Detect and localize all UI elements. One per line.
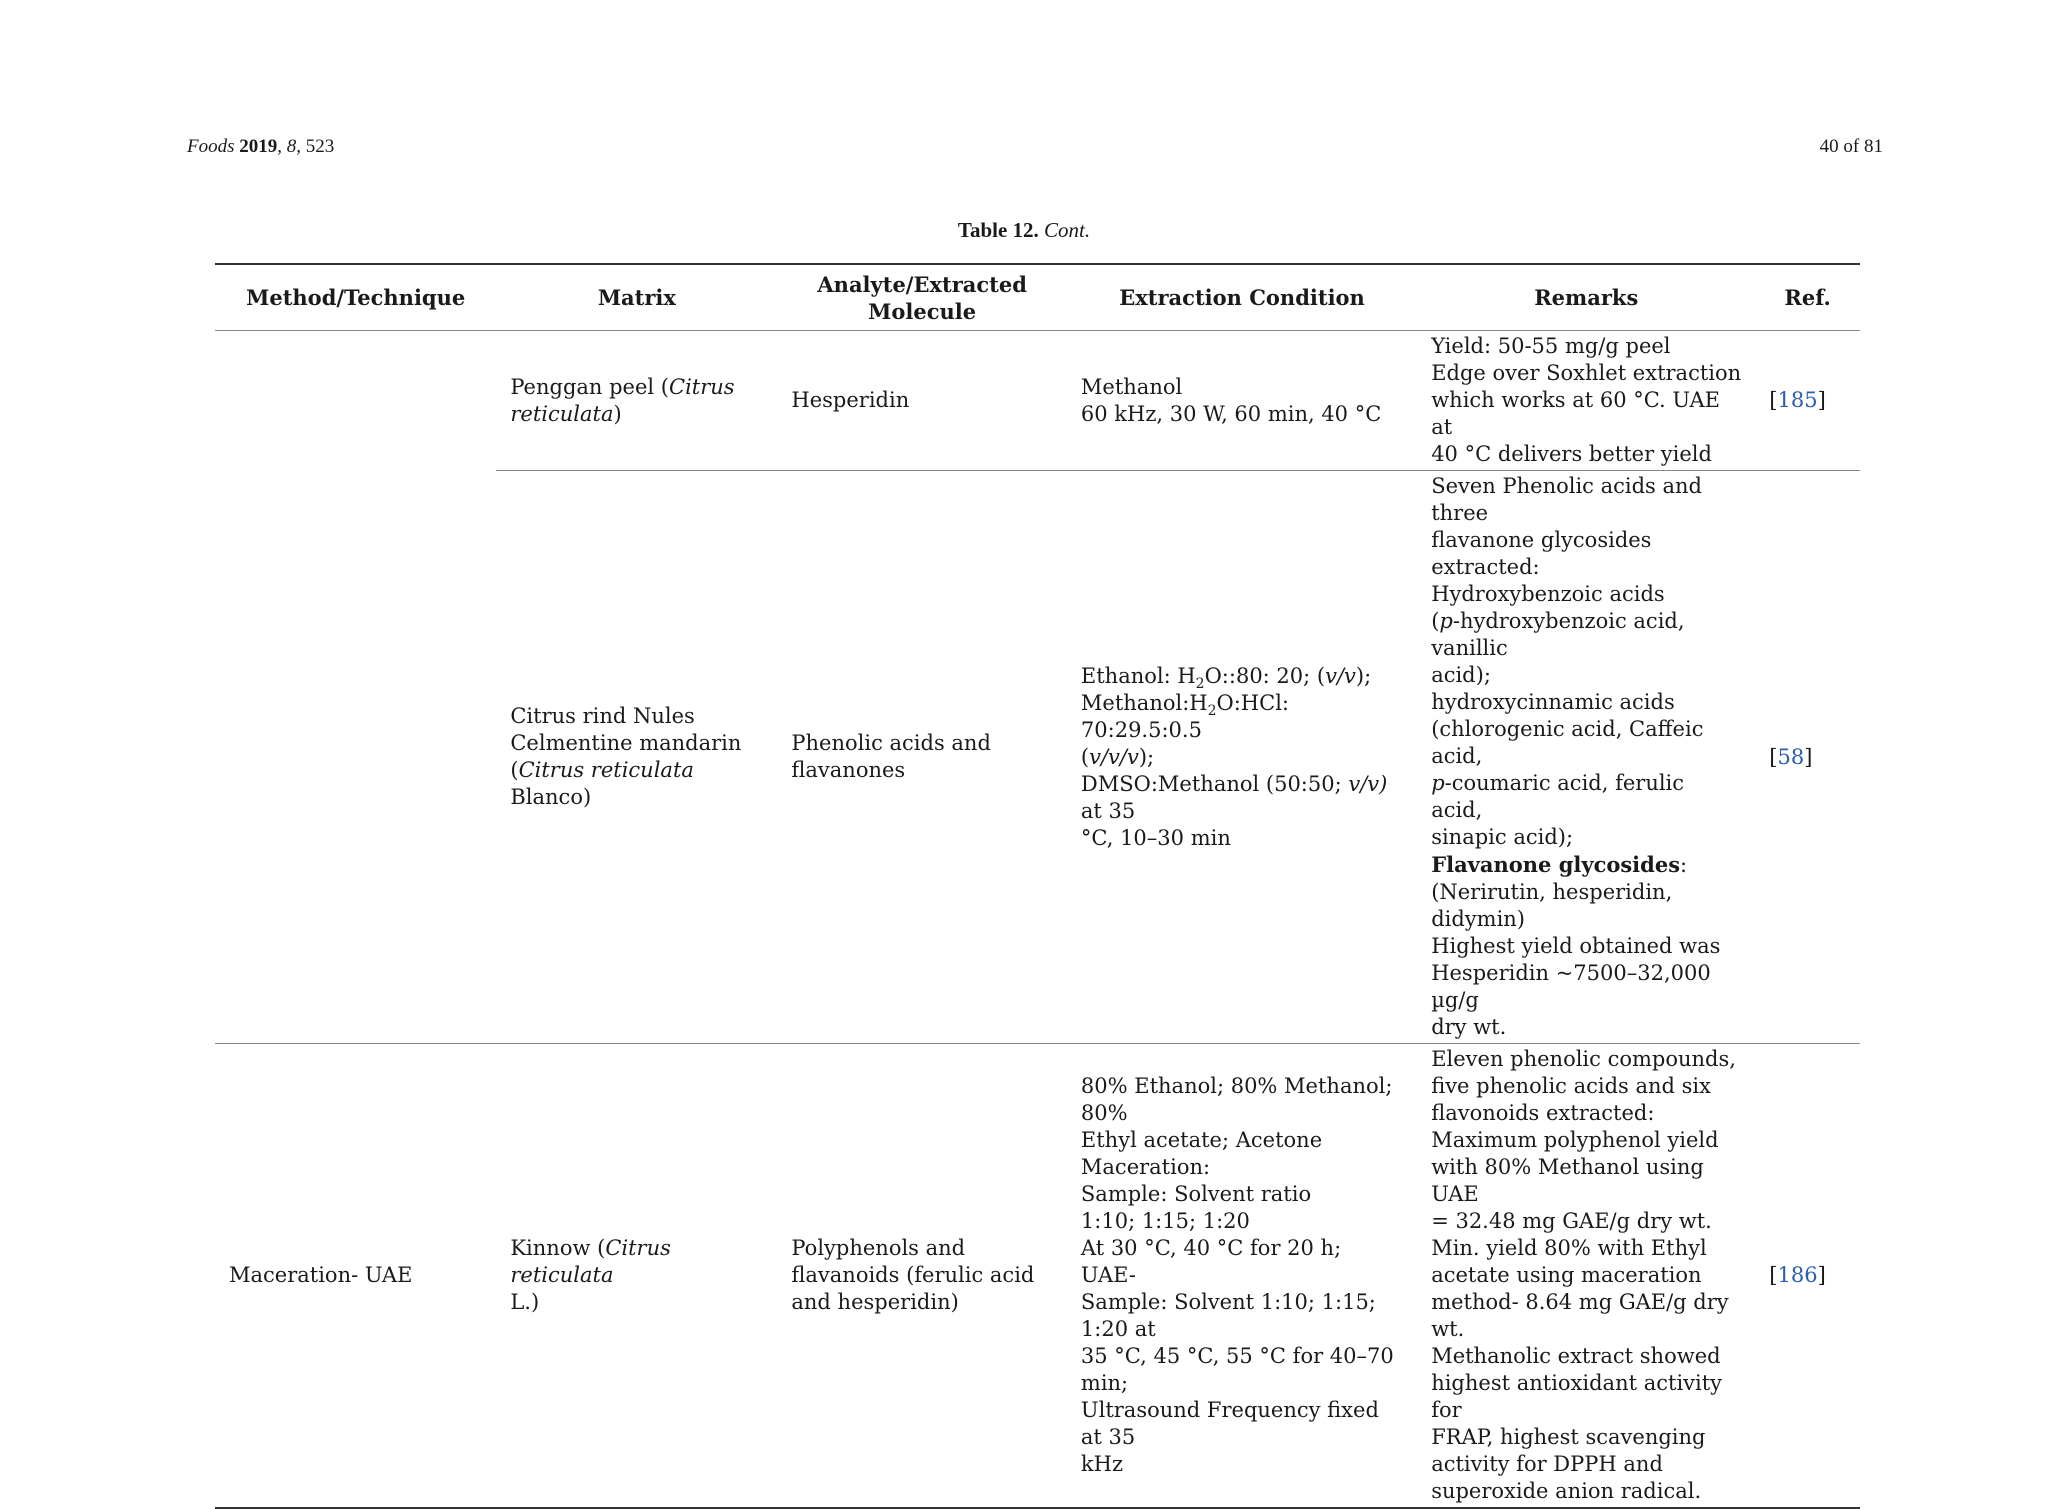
- cell-remarks: Yield: 50-55 mg/g peel Edge over Soxhlet extraction which works at 60 °C. UAE at 40 °C delivers better yield: [1431, 334, 1742, 466]
- ref-link[interactable]: 186: [1777, 1263, 1818, 1287]
- cell-analyte: Hesperidin: [791, 388, 910, 412]
- header-matrix: Matrix: [496, 264, 777, 331]
- ref-link[interactable]: 58: [1777, 744, 1805, 769]
- cell-matrix: Citrus rind Nules Celmentine mandarin (Citrus reticulata Blanco): [496, 471, 777, 1044]
- header-ref: Ref.: [1755, 264, 1860, 331]
- header-condition: Extraction Condition: [1067, 264, 1417, 331]
- cell-analyte: Phenolic acids and flavanones: [777, 471, 1067, 1044]
- cell-ref[interactable]: [185]: [1769, 388, 1826, 412]
- cell-remarks: Eleven phenolic compounds, five phenolic acids and six flavonoids extracted: Maximum polyphenol yield with 80% Methanol using UAE = 32.48 mg GAE/g dry wt. Min. yield 80% with Ethyl acetate using maceration method- 8.64 mg GAE/g dry wt. Methanolic extract showed highest antioxidant activity for FRAP, highest scavenging activity for DPPH and superoxide anion radical.: [1417, 1044, 1755, 1509]
- caption-label: Table 12.: [957, 218, 1039, 242]
- page-number: 40 of 81: [1819, 136, 1883, 157]
- caption-cont: Cont.: [1044, 218, 1091, 242]
- cell-analyte: Polyphenols and flavanoids (ferulic acid and hesperidin): [777, 1044, 1067, 1509]
- cell-remarks: Seven Phenolic acids and three flavanone glycosides extracted: Hydroxybenzoic acids (p-hydroxybenzoic acid, vanillic acid); hydroxycinnamic acids (chlorogenic acid, Caffeic acid, p-coumaric acid, ferulic acid, sinapic acid); Flavanone glycosides: (Nerirutin, hesperidin, didymin) Highest yield obtained was Hesperidin ~7500–32,000 µg/g dry wt.: [1417, 471, 1755, 1044]
- cell-condition: 80% Ethanol; 80% Methanol; 80% Ethyl acetate; Acetone Maceration: Sample: Solvent ratio 1:10; 1:15; 1:20 At 30 °C, 40 °C for 20 h; UAE- Sample: Solvent 1:10; 1:15; 1:20 at 35 °C, 45 °C, 55 °C for 40–70 min; Ultrasound Frequency fixed at 35 kHz: [1067, 1044, 1417, 1509]
- table-row: [215, 1044, 1860, 1509]
- journal-article: , 523: [296, 136, 335, 157]
- cell-condition: Ethanol: $H_2O::80$: 20; (v/v); $Methanol:H_2O:HCl$: 70:29.5:0.5 (v/v/v); DMSO:Methanol (50:50; v/v) at 35 °C, 10–30 min: [1067, 471, 1417, 1044]
- cell-ref[interactable]: [58]: [1755, 471, 1860, 1044]
- table-caption: [0, 218, 2048, 243]
- header-method: Method/Technique: [215, 264, 496, 331]
- cell-matrix: Penggan peel (Citrus reticulata): [510, 374, 735, 426]
- cell-method: [215, 331, 496, 1044]
- cell-ref[interactable]: [186]: [1755, 1044, 1860, 1509]
- cell-method: Maceration- UAE: [215, 1044, 496, 1509]
- cell-condition: Methanol 60 kHz, 30 W, 60 min, 40 °C: [1080, 374, 1382, 426]
- table-header-row: [215, 264, 1860, 331]
- journal-year: 2019: [239, 136, 278, 157]
- ref-link[interactable]: 185: [1777, 388, 1818, 412]
- journal-name: Foods: [187, 136, 235, 157]
- journal-reference: Foods 2019, 8, 523: [187, 136, 335, 157]
- header-analyte: Analyte/Extracted Molecule: [777, 264, 1067, 331]
- cell-matrix: Kinnow (Citrus reticulata L.): [496, 1044, 777, 1509]
- extraction-table: [215, 263, 1860, 1509]
- header-remarks: Remarks: [1417, 264, 1755, 331]
- journal-volume: 8: [286, 136, 297, 157]
- table-row: [215, 331, 1860, 471]
